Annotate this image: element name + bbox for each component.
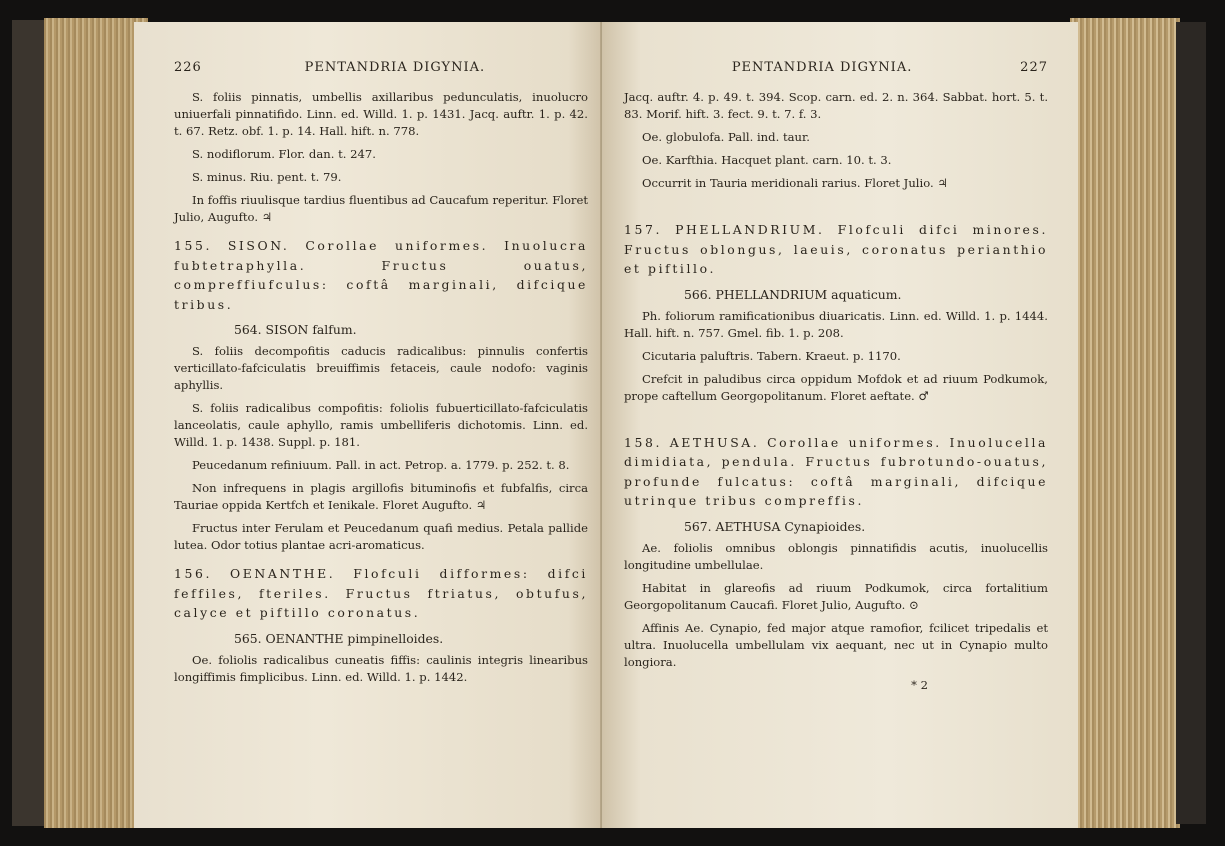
paragraph: S. nodiflorum. Flor. dan. t. 247.: [192, 147, 376, 161]
paragraph: Crefcit in paludibus circa oppidum Mofdok et ad riuum Podkumok, prope caftellum Georgopolitanum. Floret aeftate. ♂: [624, 371, 1048, 403]
species-heading-567: 567. AETHUSA Cynapioides.: [684, 518, 866, 534]
paragraph: Cicutaria paluftris. Tabern. Kraeut. p. 1170.: [642, 348, 901, 363]
signature-mark: * 2: [911, 677, 928, 692]
left-page-block: [44, 18, 148, 828]
paragraph: Fructus inter Ferulam et Peucedanum quafi medius. Petala pallide lutea. Odor totius plantae acri-aromaticus.: [174, 521, 588, 552]
genus-heading-157: 157. PHELLANDRIUM. Flofculi difci minores. Fructus oblongus, laeuis, coronatus perianthio et piftillo.: [624, 222, 1048, 276]
page-number-left: 226: [174, 60, 202, 75]
open-book: [12, 14, 1212, 834]
left-page: [134, 22, 606, 828]
paragraph: Oe. foliolis radicalibus cuneatis fiffis: caulinis integris linearibus longiffimis fimplicibus. Linn. ed. Willd. 1. p. 1442.: [174, 652, 588, 684]
paragraph: S. minus. Riu. pent. t. 79.: [192, 170, 342, 184]
paragraph: Oe. Karfthia. Hacquet plant. carn. 10. t. 3.: [642, 153, 892, 167]
paragraph: Affinis Ae. Cynapio, fed major atque ramofior, fcilicet tripedalis et ultra. Inuolucella umbellulam vix aequant, nec ut in Cynapio multo longiora.: [624, 620, 1048, 669]
paragraph: Ae. foliolis omnibus oblongis pinnatifidis acutis, inuolucellis longitudine umbellulae.: [624, 540, 1048, 572]
paragraph: Habitat in glareofis ad riuum Podkumok, circa fortalitium Georgopolitanum Caucafi. Floret Julio, Augufto. ⊙: [624, 580, 1048, 612]
running-head-title-right: PENTANDRIA DIGYNIA.: [731, 60, 913, 75]
right-cover-edge: [1176, 22, 1206, 824]
genus-heading-156: 156. OENANTHE. Flofculi difformes: difci feffiles, fteriles. Fructus ftriatus, obtufus, calyce et piftillo coronatus.: [174, 566, 588, 620]
paragraph: S. foliis pinnatis, umbellis axillaribus pedunculatis, inuolucro uniuerfali pinnatifido. Linn. ed. Willd. 1. p. 1431. Jacq. auftr. 1. p. 42. t. 67. Retz. obf. 1. p. 14. Hall. hift. n. 778.: [174, 90, 588, 138]
paragraph: Oe. globulofa. Pall. ind. taur.: [642, 130, 810, 144]
right-page: [602, 22, 1078, 828]
species-heading-564: 564. SISON falfum.: [234, 322, 357, 337]
paragraph: Non infrequens in plagis argillofis bituminofis et fubfalfis, circa Tauriae oppida Kertfch et Ienikale. Floret Augufto. ♃: [174, 481, 588, 512]
paragraph: Jacq. auftr. 4. p. 49. t. 394. Scop. carn. ed. 2. n. 364. Sabbat. hort. 5. t. 83. Morif. hift. 3. fect. 9. t. 7. f. 3.: [624, 90, 1048, 121]
page-number-right: 227: [1020, 60, 1048, 75]
right-page-block: [1070, 18, 1180, 828]
paragraph: Occurrit in Tauria meridionali rarius. Floret Julio. ♃: [642, 176, 948, 190]
genus-heading-158: 158. AETHUSA. Corollae uniformes. Inuolucella dimidiata, pendula. Fructus fubrotundo-ouatus, profunde fulcatus: coftâ marginali, difcique utrinque tribus compreffis.: [624, 434, 1048, 508]
right-running-head: [624, 60, 1048, 75]
paragraph: Ph. foliorum ramificationibus diuaricatis. Linn. ed. Willd. 1. p. 1444. Hall. hift. n. 757. Gmel. fib. 1. p. 208.: [624, 308, 1048, 340]
paragraph: In foffis riuulisque tardius fluentibus ad Caucafum reperitur. Floret Julio, Augufto. ♃: [174, 193, 588, 224]
paragraph: Peucedanum refiniuum. Pall. in act. Petrop. a. 1779. p. 252. t. 8.: [192, 458, 570, 472]
species-heading-566: 566. PHELLANDRIUM aquaticum.: [684, 286, 902, 302]
running-head-title-left: PENTANDRIA DIGYNIA.: [304, 60, 486, 75]
genus-heading-155: 155. SISON. Corollae uniformes. Inuolucra fubtetraphylla. Fructus ouatus, compreffiufculus: coftâ marginali, difcique tribus.: [174, 238, 588, 312]
paragraph: S. foliis decompofitis caducis radicalibus: pinnulis confertis verticillato-fafciculatis breuiffimis fetaceis, caule nodofo: vaginis aphyllis.: [174, 344, 588, 392]
left-running-head: [174, 60, 588, 75]
species-heading-565: 565. OENANTHE pimpinelloides.: [234, 630, 444, 646]
paragraph: S. foliis radicalibus compofitis: foliolis fubuerticillato-fafciculatis lanceolatis, caule aphyllo, ramis umbelliferis dichotomis. Linn. ed. Willd. 1. p. 1438. Suppl. p. 181.: [174, 401, 588, 449]
